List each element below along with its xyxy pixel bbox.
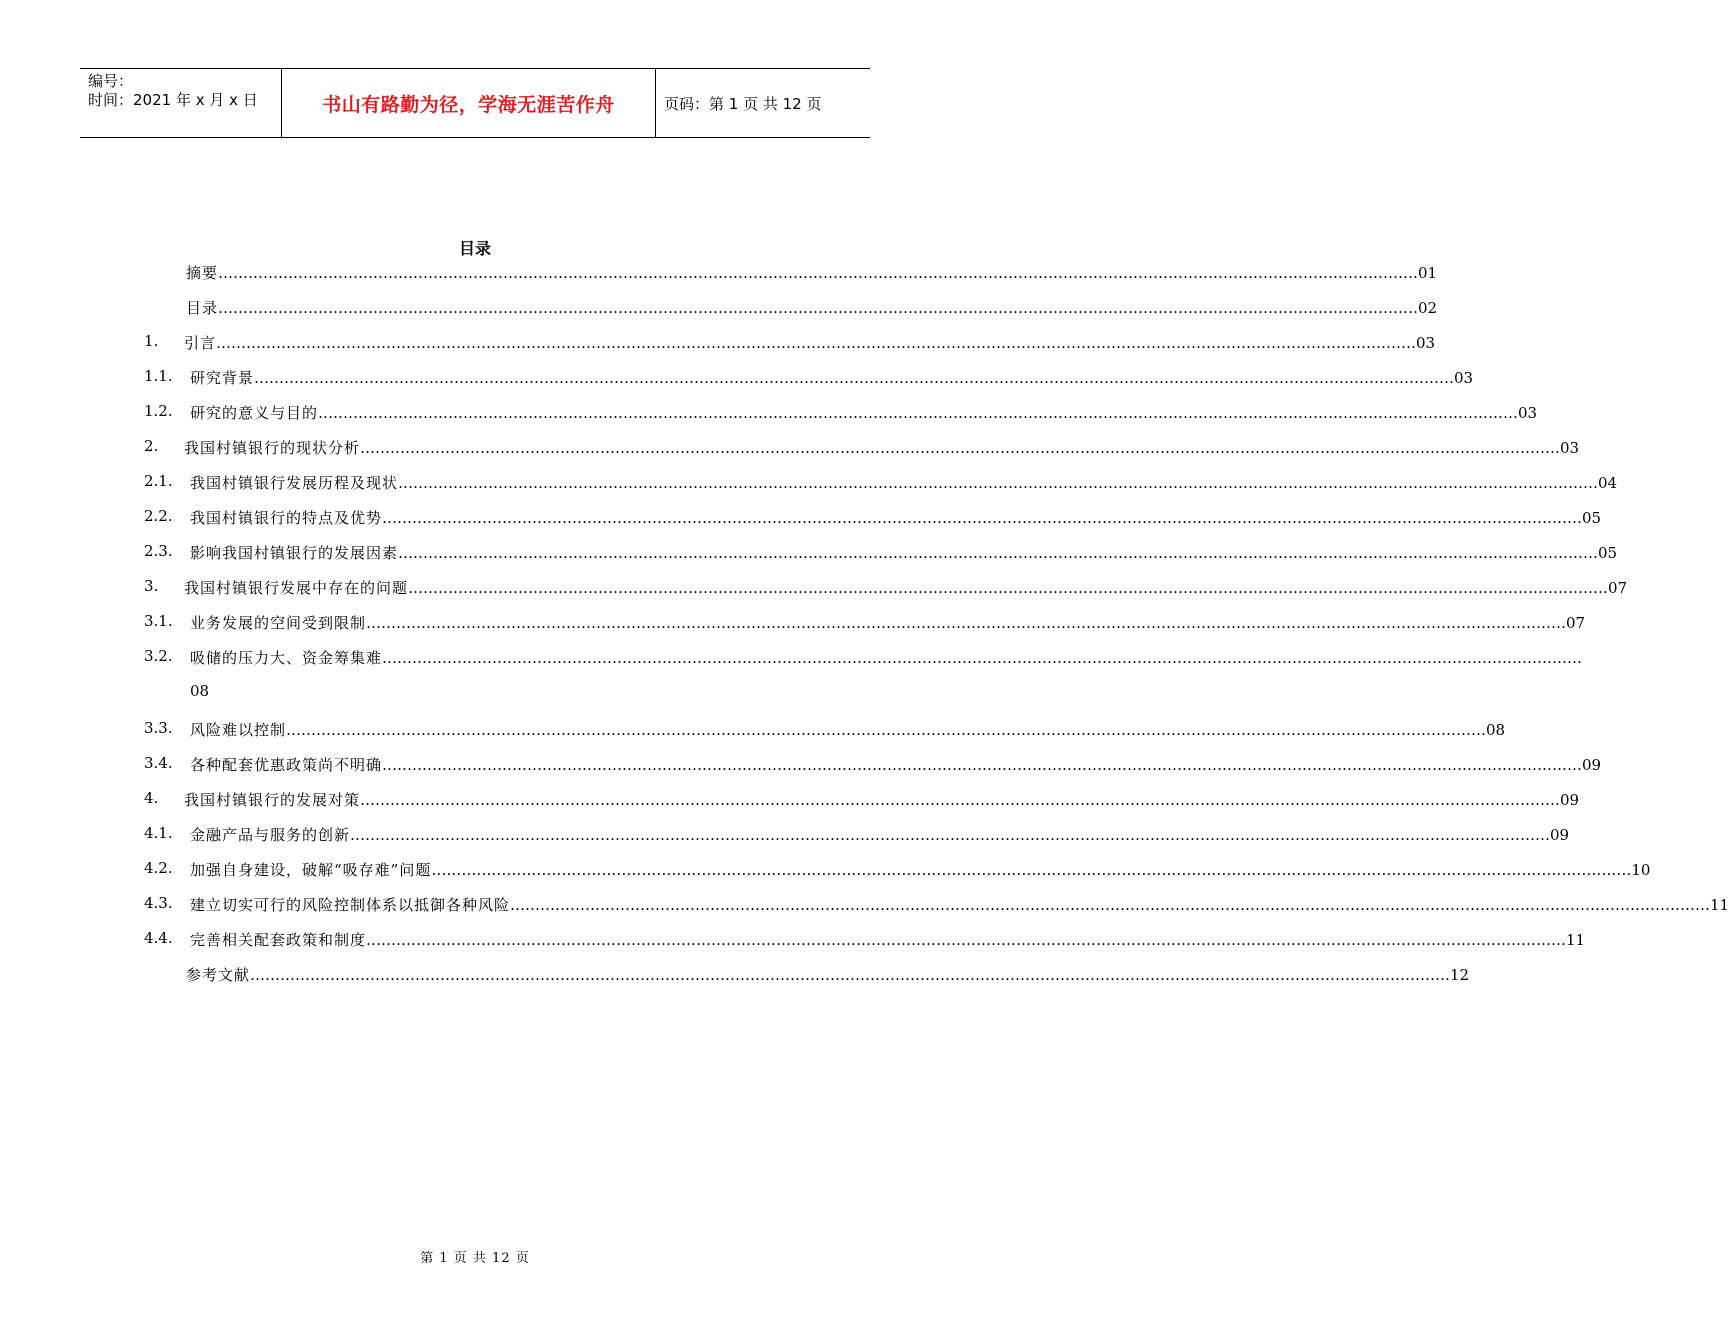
toc-dot-leader: ……………………………………………………………………………………………………………………………………………………………………………………………………………………: [382, 649, 1583, 667]
toc-entry-line: [190, 472, 1618, 493]
toc-entry-page: 07: [1566, 614, 1586, 632]
toc-entry-line: [184, 789, 1580, 810]
toc-dot-leader: ……………………………………………………………………………………………………………………………………………………………………………………………………………………: [318, 404, 1519, 422]
toc-entry: [140, 297, 1438, 321]
toc-entry-page: 08: [190, 682, 210, 700]
toc-dot-leader: ……………………………………………………………………………………………………………………………………………………………………………………………………………………: [408, 579, 1609, 597]
toc-entry: [140, 754, 1602, 778]
toc-entry: [140, 437, 1580, 461]
toc-entry-line: [186, 964, 1470, 985]
toc-dot-leader: ……………………………………………………………………………………………………………………………………………………………………………………………………………………: [382, 756, 1583, 774]
toc-entry-label: 摘要: [186, 264, 219, 282]
toc-entry: [140, 647, 1583, 671]
toc-entry-line: [186, 297, 1438, 318]
toc-entry-page: 08: [1486, 721, 1506, 739]
toc-entry-label: 参考文献: [186, 966, 251, 984]
toc-entry-line: [190, 754, 1602, 775]
toc-entry-label: 业务发展的空间受到限制: [190, 614, 367, 632]
toc-entry-label: 引言: [184, 334, 217, 352]
toc-entry: [140, 859, 1651, 883]
toc-entry-line: [186, 262, 1438, 283]
toc-dot-leader: ……………………………………………………………………………………………………………………………………………………………………………………………………………………: [250, 966, 1451, 984]
toc-entry-number: 3.3.: [144, 719, 173, 737]
toc-entry: [140, 929, 1586, 953]
toc-entry-line: [190, 647, 1583, 668]
toc-dot-leader: ……………………………………………………………………………………………………………………………………………………………………………………………………………………: [398, 474, 1599, 492]
toc-entry-line: [190, 719, 1506, 740]
toc-entry-number: 3.4.: [144, 754, 173, 772]
toc-entry-number: 3.: [144, 577, 159, 595]
toc-entry-label: 影响我国村镇银行的发展因素: [190, 544, 399, 562]
toc-dot-leader: ……………………………………………………………………………………………………………………………………………………………………………………………………………………: [382, 509, 1583, 527]
toc-entry-line: [190, 402, 1538, 423]
toc-dot-leader: ……………………………………………………………………………………………………………………………………………………………………………………………………………………: [350, 826, 1551, 844]
toc-entry-number: 4.1.: [144, 824, 173, 842]
toc-dot-leader: ……………………………………………………………………………………………………………………………………………………………………………………………………………………: [218, 299, 1419, 317]
toc-entry-page: 01: [1418, 264, 1438, 282]
toc-dot-leader: ……………………………………………………………………………………………………………………………………………………………………………………………………………………: [218, 264, 1419, 282]
toc-entry-page: 09: [1560, 791, 1580, 809]
toc-dot-leader: ……………………………………………………………………………………………………………………………………………………………………………………………………………………: [366, 931, 1567, 949]
toc-entry-number: 1.: [144, 332, 159, 350]
header-page-info: 页码：第 1 页 共 12 页: [664, 94, 822, 113]
toc-entry: [140, 824, 1570, 848]
toc-entry: [140, 367, 1474, 391]
toc-entry: [140, 262, 1438, 286]
toc-entry-label: 我国村镇银行的现状分析: [184, 439, 361, 457]
toc-dot-leader: ……………………………………………………………………………………………………………………………………………………………………………………………………………………: [360, 439, 1561, 457]
toc-entry: [140, 402, 1538, 426]
toc-dot-leader: ……………………………………………………………………………………………………………………………………………………………………………………………………………………: [360, 791, 1561, 809]
toc-entry-page: 07: [1608, 579, 1628, 597]
toc-entry: [140, 577, 1628, 601]
toc-entry-label: 风险难以控制: [190, 721, 287, 739]
toc-entry-number: 1.2.: [144, 402, 173, 420]
toc-dot-leader: ……………………………………………………………………………………………………………………………………………………………………………………………………………………: [286, 721, 1487, 739]
document-header: [80, 68, 870, 138]
toc-dot-leader: ……………………………………………………………………………………………………………………………………………………………………………………………………………………: [431, 861, 1632, 879]
toc-entry-label: 我国村镇银行的发展对策: [184, 791, 361, 809]
time-label: 时间：2021 年 x 月 x 日: [88, 91, 258, 109]
toc-entry-number: 2.3.: [144, 542, 173, 560]
toc-entry-page: 12: [1450, 966, 1470, 984]
toc-entry-label: 我国村镇银行的特点及优势: [190, 509, 383, 527]
toc-entry-label: 研究的意义与目的: [190, 404, 319, 422]
toc-entry-label: 建立切实可行的风险控制体系以抵御各种风险: [190, 896, 511, 914]
toc-entry-number: 4.3.: [144, 894, 173, 912]
toc-entry-line: [190, 367, 1474, 388]
toc-title: 目录: [458, 239, 491, 258]
toc-entry: [140, 964, 1470, 988]
toc-entry-line: [190, 542, 1618, 563]
toc-entry-number: 3.2.: [144, 647, 173, 665]
toc-entry-line: [184, 332, 1436, 353]
header-motto: 书山有路勤为径，学海无涯苦作舟: [282, 69, 656, 137]
toc-entry-number: 2.1.: [144, 472, 173, 490]
toc-entry: [140, 332, 1436, 356]
number-label: 编号：: [88, 72, 134, 90]
toc-dot-leader: ……………………………………………………………………………………………………………………………………………………………………………………………………………………: [216, 334, 1417, 352]
toc-entry-number: 4.4.: [144, 929, 173, 947]
toc-dot-leader: ……………………………………………………………………………………………………………………………………………………………………………………………………………………: [366, 614, 1567, 632]
toc-entry-label: 加强自身建设，破解“吸存难”问题: [190, 861, 432, 879]
toc-entry-page: 03: [1416, 334, 1436, 352]
toc-entry-line: [190, 612, 1586, 633]
toc-entry-label: 目录: [186, 299, 219, 317]
toc-dot-leader: ……………………………………………………………………………………………………………………………………………………………………………………………………………………: [398, 544, 1599, 562]
toc-dot-leader: ……………………………………………………………………………………………………………………………………………………………………………………………………………………: [254, 369, 1455, 387]
toc-entry-line: [184, 577, 1628, 598]
toc-entry: [140, 472, 1618, 496]
toc-entry-page: 10: [1631, 861, 1651, 879]
toc-entry-page: 03: [1518, 404, 1538, 422]
toc-entry-number: 3.1.: [144, 612, 173, 630]
toc-entry-number: 2.: [144, 437, 159, 455]
toc-entry: [140, 612, 1586, 636]
toc-entry-page: 11: [1710, 896, 1729, 914]
toc-entry-line: [190, 859, 1651, 880]
toc-entry: [140, 789, 1580, 813]
toc-entry-label: 各种配套优惠政策尚不明确: [190, 756, 383, 774]
toc-entry-label: 金融产品与服务的创新: [190, 826, 351, 844]
toc-entry: [140, 542, 1618, 566]
toc-entry-number: 1.1.: [144, 367, 173, 385]
toc-entry-page: 11: [1566, 931, 1586, 949]
toc-entry-label: 吸储的压力大、资金筹集难: [190, 649, 383, 667]
toc-entry-number: 4.2.: [144, 859, 173, 877]
toc-entry-page: 03: [1560, 439, 1580, 457]
toc-entry-page: 05: [1582, 509, 1602, 527]
toc-entry-line: [184, 437, 1580, 458]
toc-entry-page: 02: [1418, 299, 1438, 317]
toc-entry-page: 09: [1582, 756, 1602, 774]
toc-entry: [140, 894, 1729, 918]
toc-entry-page: 04: [1598, 474, 1618, 492]
toc-entry: [140, 507, 1602, 531]
toc-entry-line: [190, 894, 1729, 915]
toc-entry-number: 4.: [144, 789, 159, 807]
toc-entry-line: [190, 507, 1602, 528]
toc-entry-label: 我国村镇银行发展历程及现状: [190, 474, 399, 492]
toc-entry-page: 03: [1454, 369, 1474, 387]
toc-entry: [140, 719, 1506, 743]
toc-entry-label: 研究背景: [190, 369, 255, 387]
toc-dot-leader: ……………………………………………………………………………………………………………………………………………………………………………………………………………………: [510, 896, 1711, 914]
toc-entry-label: 完善相关配套政策和制度: [190, 931, 367, 949]
toc-entry-line: [190, 824, 1570, 845]
toc-entry-line: [190, 929, 1586, 950]
toc-entry-label: 我国村镇银行发展中存在的问题: [184, 579, 409, 597]
toc-entry-number: 2.2.: [144, 507, 173, 525]
header-meta: [80, 69, 282, 137]
page-footer: 第 1 页 共 12 页: [420, 1251, 530, 1266]
toc-entry-page: 05: [1598, 544, 1618, 562]
toc-entry-page: 09: [1550, 826, 1570, 844]
